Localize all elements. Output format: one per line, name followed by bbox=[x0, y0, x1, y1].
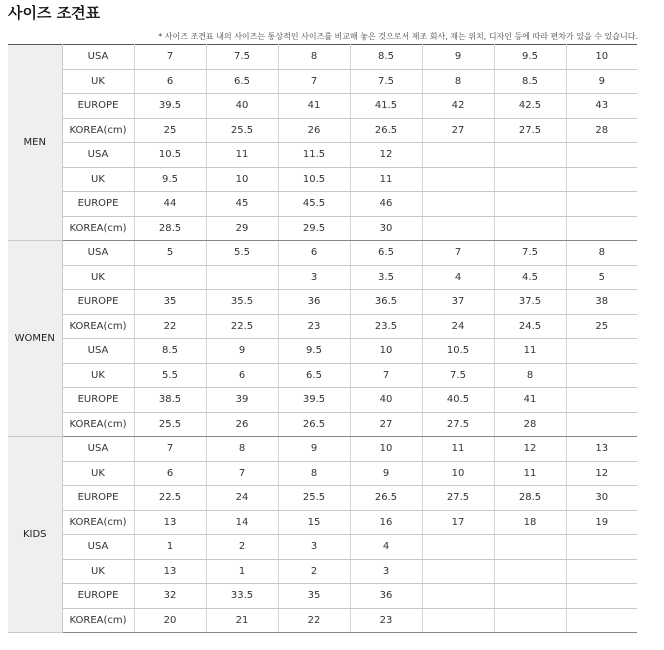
size-cell: 26 bbox=[278, 118, 350, 143]
size-cell: 39.5 bbox=[134, 94, 206, 119]
size-cell: 26 bbox=[206, 412, 278, 437]
row-label: USA bbox=[62, 45, 134, 70]
size-cell: 24 bbox=[206, 486, 278, 511]
size-cell: 41.5 bbox=[350, 94, 422, 119]
size-cell: 25.5 bbox=[206, 118, 278, 143]
row-label: USA bbox=[62, 437, 134, 462]
size-cell bbox=[566, 167, 637, 192]
size-cell: 5 bbox=[134, 241, 206, 266]
table-row bbox=[8, 461, 637, 486]
size-cell: 27.5 bbox=[422, 412, 494, 437]
size-cell: 11 bbox=[206, 143, 278, 168]
size-cell: 13 bbox=[134, 510, 206, 535]
group-label: MEN bbox=[8, 45, 62, 241]
row-label: UK bbox=[62, 167, 134, 192]
size-cell: 9.5 bbox=[134, 167, 206, 192]
size-cell bbox=[134, 265, 206, 290]
table-row bbox=[8, 265, 637, 290]
size-cell: 4 bbox=[422, 265, 494, 290]
table-row bbox=[8, 486, 637, 511]
size-cell: 11 bbox=[350, 167, 422, 192]
size-cell: 12 bbox=[350, 143, 422, 168]
size-cell: 32 bbox=[134, 584, 206, 609]
size-chart-table bbox=[8, 44, 637, 633]
size-cell: 8.5 bbox=[134, 339, 206, 364]
size-cell: 38.5 bbox=[134, 388, 206, 413]
size-cell: 28 bbox=[494, 412, 566, 437]
row-label: UK bbox=[62, 265, 134, 290]
size-cell bbox=[566, 143, 637, 168]
size-cell bbox=[566, 535, 637, 560]
size-cell bbox=[422, 535, 494, 560]
size-cell: 39 bbox=[206, 388, 278, 413]
size-cell: 42 bbox=[422, 94, 494, 119]
size-cell: 22 bbox=[278, 608, 350, 633]
size-cell: 40 bbox=[350, 388, 422, 413]
size-cell: 39.5 bbox=[278, 388, 350, 413]
size-cell: 10 bbox=[350, 339, 422, 364]
size-cell bbox=[494, 559, 566, 584]
table-row bbox=[8, 290, 637, 315]
row-label: USA bbox=[62, 535, 134, 560]
size-cell bbox=[422, 216, 494, 241]
row-label: UK bbox=[62, 559, 134, 584]
table-row bbox=[8, 437, 637, 462]
size-cell: 2 bbox=[278, 559, 350, 584]
row-label: KOREA(cm) bbox=[62, 510, 134, 535]
size-cell: 3 bbox=[350, 559, 422, 584]
table-row bbox=[8, 559, 637, 584]
size-cell: 20 bbox=[134, 608, 206, 633]
size-cell: 11 bbox=[494, 461, 566, 486]
size-cell: 10 bbox=[566, 45, 637, 70]
size-cell: 29.5 bbox=[278, 216, 350, 241]
row-label: KOREA(cm) bbox=[62, 412, 134, 437]
size-cell: 35 bbox=[134, 290, 206, 315]
size-cell: 9 bbox=[422, 45, 494, 70]
table-row bbox=[8, 388, 637, 413]
size-cell: 8.5 bbox=[494, 69, 566, 94]
row-label: EUROPE bbox=[62, 486, 134, 511]
size-cell bbox=[494, 192, 566, 217]
size-cell: 4.5 bbox=[494, 265, 566, 290]
size-cell bbox=[494, 216, 566, 241]
size-cell: 7 bbox=[206, 461, 278, 486]
size-cell: 12 bbox=[566, 461, 637, 486]
size-cell: 17 bbox=[422, 510, 494, 535]
table-row bbox=[8, 167, 637, 192]
size-cell: 7.5 bbox=[350, 69, 422, 94]
size-cell: 25.5 bbox=[134, 412, 206, 437]
size-cell: 6 bbox=[206, 363, 278, 388]
size-cell: 27.5 bbox=[494, 118, 566, 143]
size-cell: 11 bbox=[422, 437, 494, 462]
size-cell: 5 bbox=[566, 265, 637, 290]
size-cell: 41 bbox=[494, 388, 566, 413]
size-cell: 23 bbox=[350, 608, 422, 633]
size-cell: 10.5 bbox=[134, 143, 206, 168]
size-note: * 사이즈 조견표 내의 사이즈는 통상적인 사이즈를 비교해 놓은 것으로서 제조 회사, 재는 위치, 디자인 등에 따라 편차가 있을 수 있습니다. bbox=[158, 32, 638, 41]
size-cell: 22.5 bbox=[206, 314, 278, 339]
size-cell: 1 bbox=[206, 559, 278, 584]
size-cell: 16 bbox=[350, 510, 422, 535]
page-title: 사이즈 조견표 bbox=[8, 4, 101, 22]
size-cell: 11 bbox=[494, 339, 566, 364]
size-cell bbox=[422, 167, 494, 192]
table-row bbox=[8, 535, 637, 560]
size-cell: 26.5 bbox=[278, 412, 350, 437]
size-cell: 45.5 bbox=[278, 192, 350, 217]
size-cell: 44 bbox=[134, 192, 206, 217]
table-row bbox=[8, 608, 637, 633]
size-cell: 45 bbox=[206, 192, 278, 217]
table-row bbox=[8, 510, 637, 535]
table-row bbox=[8, 584, 637, 609]
size-cell: 11.5 bbox=[278, 143, 350, 168]
size-cell bbox=[566, 363, 637, 388]
size-cell: 25 bbox=[566, 314, 637, 339]
table-row bbox=[8, 192, 637, 217]
size-cell bbox=[566, 339, 637, 364]
size-cell: 27.5 bbox=[422, 486, 494, 511]
size-cell: 2 bbox=[206, 535, 278, 560]
table-row bbox=[8, 143, 637, 168]
table-row bbox=[8, 363, 637, 388]
size-cell bbox=[494, 584, 566, 609]
size-cell: 36.5 bbox=[350, 290, 422, 315]
size-cell: 26.5 bbox=[350, 486, 422, 511]
size-cell: 22 bbox=[134, 314, 206, 339]
size-cell: 9 bbox=[278, 437, 350, 462]
row-label: USA bbox=[62, 339, 134, 364]
size-cell bbox=[566, 388, 637, 413]
size-cell: 8 bbox=[494, 363, 566, 388]
size-cell bbox=[422, 608, 494, 633]
size-cell: 24 bbox=[422, 314, 494, 339]
size-cell: 30 bbox=[350, 216, 422, 241]
size-cell: 23.5 bbox=[350, 314, 422, 339]
size-cell: 10.5 bbox=[422, 339, 494, 364]
row-label: KOREA(cm) bbox=[62, 118, 134, 143]
size-cell bbox=[494, 167, 566, 192]
size-cell bbox=[422, 584, 494, 609]
table-row bbox=[8, 216, 637, 241]
size-cell: 36 bbox=[278, 290, 350, 315]
size-cell: 3.5 bbox=[350, 265, 422, 290]
row-label: EUROPE bbox=[62, 290, 134, 315]
size-cell: 19 bbox=[566, 510, 637, 535]
size-cell bbox=[566, 608, 637, 633]
size-cell bbox=[566, 559, 637, 584]
size-cell: 28.5 bbox=[134, 216, 206, 241]
group-label: KIDS bbox=[8, 437, 62, 633]
table-row bbox=[8, 118, 637, 143]
size-cell bbox=[566, 216, 637, 241]
size-cell bbox=[566, 584, 637, 609]
size-cell: 38 bbox=[566, 290, 637, 315]
row-label: UK bbox=[62, 363, 134, 388]
size-cell: 35 bbox=[278, 584, 350, 609]
size-cell: 13 bbox=[134, 559, 206, 584]
size-cell: 43 bbox=[566, 94, 637, 119]
size-cell: 9 bbox=[350, 461, 422, 486]
row-label: EUROPE bbox=[62, 584, 134, 609]
row-label: KOREA(cm) bbox=[62, 608, 134, 633]
size-cell: 13 bbox=[566, 437, 637, 462]
size-cell: 36 bbox=[350, 584, 422, 609]
table-row bbox=[8, 412, 637, 437]
size-cell: 8.5 bbox=[350, 45, 422, 70]
size-cell: 27 bbox=[350, 412, 422, 437]
size-cell: 42.5 bbox=[494, 94, 566, 119]
size-cell: 25 bbox=[134, 118, 206, 143]
size-cell: 33.5 bbox=[206, 584, 278, 609]
group-label: WOMEN bbox=[8, 241, 62, 437]
size-cell: 28 bbox=[566, 118, 637, 143]
row-label: USA bbox=[62, 143, 134, 168]
size-cell: 10 bbox=[350, 437, 422, 462]
size-cell: 9.5 bbox=[278, 339, 350, 364]
size-cell: 3 bbox=[278, 265, 350, 290]
size-cell: 25.5 bbox=[278, 486, 350, 511]
size-cell bbox=[494, 535, 566, 560]
size-cell: 8 bbox=[422, 69, 494, 94]
row-label: USA bbox=[62, 241, 134, 266]
size-cell: 5.5 bbox=[206, 241, 278, 266]
size-cell: 6 bbox=[134, 69, 206, 94]
size-cell: 41 bbox=[278, 94, 350, 119]
size-cell bbox=[566, 412, 637, 437]
size-cell: 37.5 bbox=[494, 290, 566, 315]
size-cell: 30 bbox=[566, 486, 637, 511]
size-cell: 37 bbox=[422, 290, 494, 315]
size-cell: 9 bbox=[206, 339, 278, 364]
row-label: EUROPE bbox=[62, 388, 134, 413]
size-cell: 15 bbox=[278, 510, 350, 535]
size-cell: 35.5 bbox=[206, 290, 278, 315]
size-cell bbox=[206, 265, 278, 290]
size-cell: 6 bbox=[134, 461, 206, 486]
size-cell: 9.5 bbox=[494, 45, 566, 70]
size-cell: 3 bbox=[278, 535, 350, 560]
size-cell: 8 bbox=[278, 461, 350, 486]
size-cell: 21 bbox=[206, 608, 278, 633]
table-row bbox=[8, 69, 637, 94]
size-cell: 8 bbox=[278, 45, 350, 70]
size-cell: 24.5 bbox=[494, 314, 566, 339]
size-cell: 26.5 bbox=[350, 118, 422, 143]
size-cell: 7 bbox=[134, 437, 206, 462]
size-cell bbox=[494, 608, 566, 633]
row-label: EUROPE bbox=[62, 94, 134, 119]
table-row bbox=[8, 241, 637, 266]
size-cell: 6.5 bbox=[278, 363, 350, 388]
size-cell: 7.5 bbox=[494, 241, 566, 266]
size-cell: 8 bbox=[566, 241, 637, 266]
size-cell: 7 bbox=[134, 45, 206, 70]
size-cell: 27 bbox=[422, 118, 494, 143]
size-cell: 4 bbox=[350, 535, 422, 560]
size-cell: 6 bbox=[278, 241, 350, 266]
size-cell: 7 bbox=[278, 69, 350, 94]
size-cell: 7.5 bbox=[206, 45, 278, 70]
size-cell bbox=[422, 559, 494, 584]
size-cell: 10 bbox=[422, 461, 494, 486]
size-cell: 12 bbox=[494, 437, 566, 462]
row-label: UK bbox=[62, 461, 134, 486]
size-cell: 9 bbox=[566, 69, 637, 94]
size-cell: 10.5 bbox=[278, 167, 350, 192]
row-label: KOREA(cm) bbox=[62, 216, 134, 241]
row-label: EUROPE bbox=[62, 192, 134, 217]
size-cell bbox=[422, 143, 494, 168]
size-cell: 23 bbox=[278, 314, 350, 339]
size-cell: 6.5 bbox=[350, 241, 422, 266]
size-cell bbox=[422, 192, 494, 217]
size-cell: 28.5 bbox=[494, 486, 566, 511]
size-cell: 5.5 bbox=[134, 363, 206, 388]
size-cell bbox=[494, 143, 566, 168]
size-cell: 46 bbox=[350, 192, 422, 217]
table-row bbox=[8, 314, 637, 339]
size-cell: 7 bbox=[422, 241, 494, 266]
size-cell: 8 bbox=[206, 437, 278, 462]
size-cell bbox=[566, 192, 637, 217]
size-cell: 14 bbox=[206, 510, 278, 535]
row-label: UK bbox=[62, 69, 134, 94]
table-row bbox=[8, 94, 637, 119]
table-row bbox=[8, 339, 637, 364]
size-cell: 10 bbox=[206, 167, 278, 192]
size-cell: 7 bbox=[350, 363, 422, 388]
row-label: KOREA(cm) bbox=[62, 314, 134, 339]
size-cell: 40 bbox=[206, 94, 278, 119]
size-cell: 7.5 bbox=[422, 363, 494, 388]
size-cell: 40.5 bbox=[422, 388, 494, 413]
size-cell: 1 bbox=[134, 535, 206, 560]
size-cell: 6.5 bbox=[206, 69, 278, 94]
size-cell: 29 bbox=[206, 216, 278, 241]
size-cell: 18 bbox=[494, 510, 566, 535]
table-row bbox=[8, 45, 637, 70]
size-cell: 22.5 bbox=[134, 486, 206, 511]
